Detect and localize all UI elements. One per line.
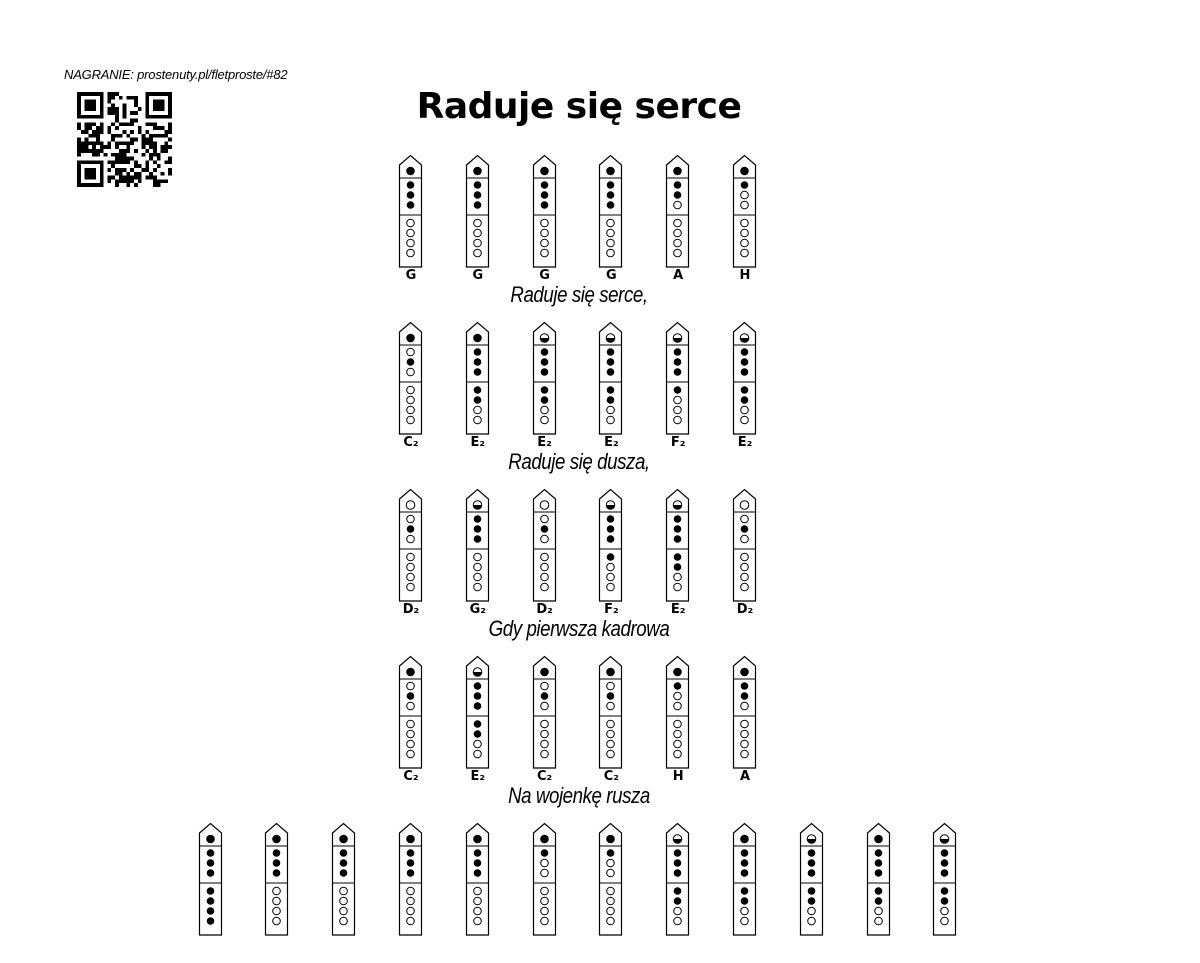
fingering-note [792, 823, 832, 953]
recorder-fingering-chart-icon [399, 155, 422, 268]
fingering-note [391, 823, 431, 953]
recorder-fingering-chart-icon [399, 489, 422, 602]
fingering-note [658, 823, 698, 953]
recorder-fingering-chart-icon [466, 823, 489, 936]
page-title: Raduje się serce [416, 86, 742, 127]
fingering-row [0, 656, 1200, 796]
fingering-row [0, 489, 1200, 629]
recorder-fingering-chart-icon [666, 489, 689, 602]
recorder-fingering-chart-icon [399, 656, 422, 769]
fingering-note [725, 489, 765, 619]
note-label: E₂ [670, 602, 686, 617]
recorder-fingering-chart-icon [399, 322, 422, 435]
fingering-note [324, 823, 364, 953]
recorder-fingering-chart-icon [199, 823, 222, 936]
note-label: A [739, 769, 751, 784]
fingering-row [0, 322, 1200, 462]
fingering-note [391, 322, 431, 452]
fingering-note [591, 823, 631, 953]
note-label: G [539, 268, 550, 283]
fingering-note [257, 823, 297, 953]
recorder-fingering-chart-icon [466, 155, 489, 268]
fingering-note [458, 322, 498, 452]
note-label: E₂ [470, 769, 486, 784]
recorder-fingering-chart-icon [666, 823, 689, 936]
recorder-fingering-chart-icon [466, 489, 489, 602]
lyric-line: Raduje się dusza, [508, 449, 650, 474]
recorder-fingering-chart-icon [533, 823, 556, 936]
recorder-fingering-chart-icon [733, 823, 756, 936]
fingering-note [525, 322, 565, 452]
note-label: C₂ [536, 769, 553, 784]
note-label: H [672, 769, 684, 784]
note-label: E₂ [537, 435, 552, 450]
fingering-note [658, 155, 698, 285]
recorder-fingering-chart-icon [599, 322, 622, 435]
recorder-fingering-chart-icon [265, 823, 288, 936]
note-label: C₂ [603, 769, 619, 784]
fingering-note [391, 656, 431, 786]
recording-link[interactable]: NAGRANIE: prostenuty.pl/fletproste/#82 [64, 67, 288, 82]
recorder-fingering-chart-icon [533, 322, 556, 435]
note-label: D₂ [402, 602, 420, 617]
note-label: C₂ [403, 769, 419, 784]
recorder-fingering-chart-icon [867, 823, 890, 936]
fingering-note [658, 322, 698, 452]
fingering-note [591, 155, 631, 285]
fingering-note [525, 656, 565, 786]
note-label: A [673, 268, 684, 283]
recorder-fingering-chart-icon [599, 155, 622, 268]
fingering-note [525, 823, 565, 953]
recorder-fingering-chart-icon [933, 823, 956, 936]
recorder-fingering-chart-icon [599, 489, 622, 602]
fingering-note [725, 322, 765, 452]
note-label: G [606, 268, 617, 283]
fingering-note [458, 155, 498, 285]
note-label: F₂ [604, 602, 619, 617]
fingering-note [658, 656, 698, 786]
recorder-fingering-chart-icon [533, 155, 556, 268]
recorder-fingering-chart-icon [733, 656, 756, 769]
note-label: E₂ [470, 435, 486, 450]
recorder-fingering-chart-icon [800, 823, 823, 936]
recorder-fingering-chart-icon [466, 322, 489, 435]
fingering-note [859, 823, 899, 953]
recorder-fingering-chart-icon [533, 489, 556, 602]
fingering-row [0, 155, 1200, 295]
fingering-note [458, 489, 498, 619]
fingering-note [591, 656, 631, 786]
recorder-fingering-chart-icon [332, 823, 355, 936]
note-label: G₂ [469, 602, 486, 617]
note-label: H [739, 268, 751, 283]
recorder-fingering-chart-icon [733, 155, 756, 268]
recorder-fingering-chart-icon [599, 823, 622, 936]
note-label: D₂ [536, 602, 553, 617]
fingering-note [458, 656, 498, 786]
recorder-fingering-chart-icon [599, 656, 622, 769]
lyric-line: Na wojenkę rusza [508, 783, 650, 808]
fingering-note [525, 155, 565, 285]
fingering-note [458, 823, 498, 953]
recorder-fingering-chart-icon [466, 656, 489, 769]
note-label: G [405, 268, 417, 283]
fingering-note [525, 489, 565, 619]
note-label: E₂ [737, 435, 753, 450]
fingering-note [591, 489, 631, 619]
fingering-row [0, 823, 1200, 963]
fingering-note [391, 489, 431, 619]
fingering-note [591, 322, 631, 452]
lyric-line: Raduje się serce, [510, 282, 648, 307]
recorder-fingering-chart-icon [733, 489, 756, 602]
recorder-fingering-chart-icon [666, 322, 689, 435]
note-label: C₂ [403, 435, 419, 450]
fingering-note [191, 823, 231, 953]
fingering-note [925, 823, 965, 953]
recorder-fingering-chart-icon [733, 322, 756, 435]
recorder-fingering-chart-icon [666, 155, 689, 268]
fingering-note [391, 155, 431, 285]
lyric-line: Gdy pierwsza kadrowa [488, 616, 670, 641]
fingering-note [658, 489, 698, 619]
note-label: E₂ [604, 435, 619, 450]
note-label: G [472, 268, 484, 283]
fingering-note [725, 155, 765, 285]
note-label: D₂ [736, 602, 754, 617]
recorder-fingering-chart-icon [399, 823, 422, 936]
recorder-fingering-chart-icon [666, 656, 689, 769]
fingering-note [725, 656, 765, 786]
recorder-fingering-chart-icon [533, 656, 556, 769]
fingering-note [725, 823, 765, 953]
note-label: F₂ [670, 435, 686, 450]
